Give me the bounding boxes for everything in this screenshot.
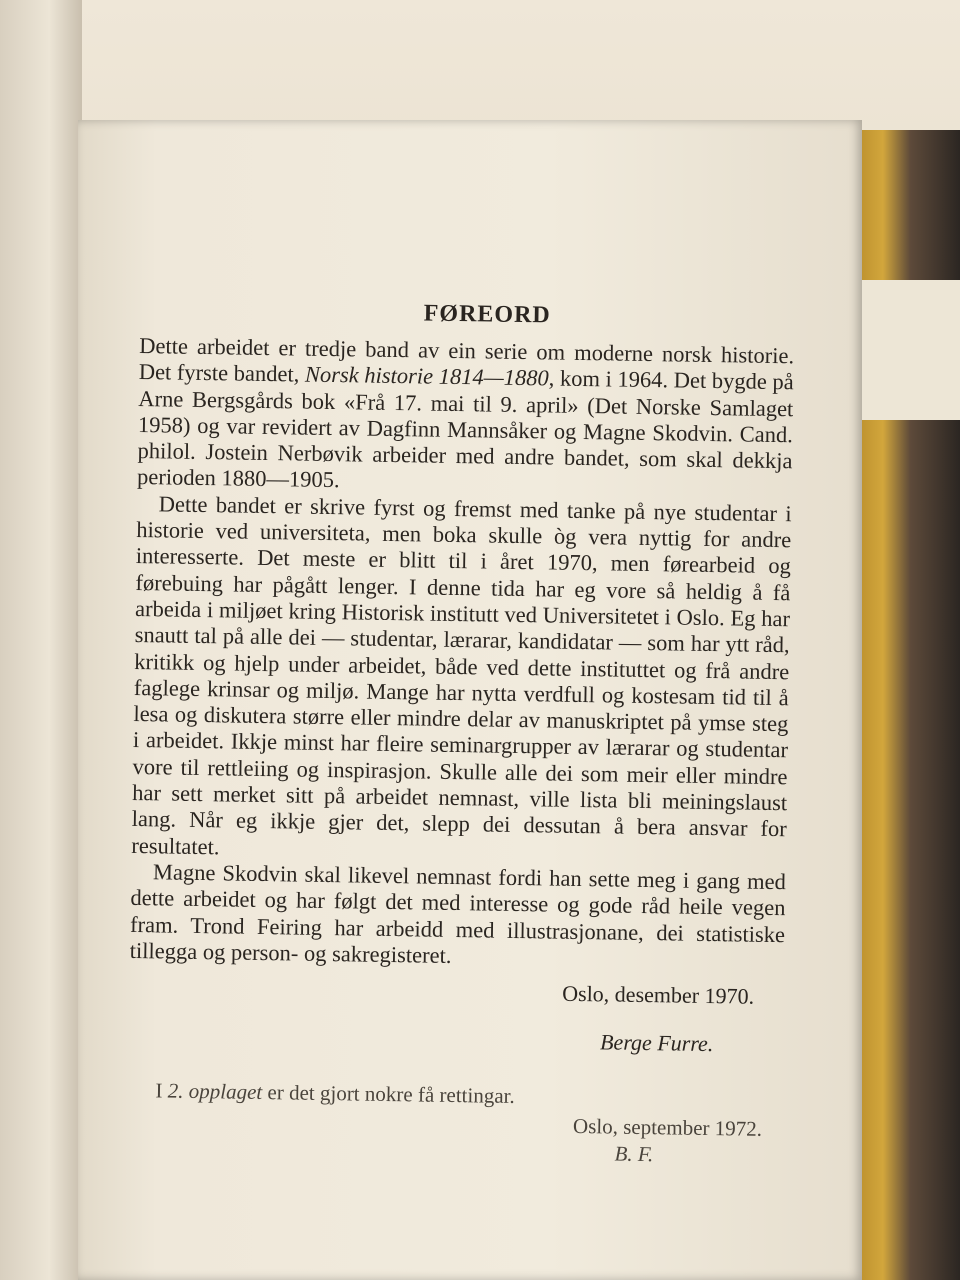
- background-shelf-board: [850, 280, 960, 420]
- left-page-edge: [0, 0, 82, 1280]
- paragraph-1: [137, 333, 794, 501]
- signature-author: Berge Furre.: [599, 1029, 714, 1057]
- edition-note-edition: 2. opplaget: [167, 1078, 263, 1105]
- edition-note-place-date: Oslo, september 1972.: [572, 1114, 763, 1141]
- book-title: Norsk historie 1814—1880: [304, 361, 549, 391]
- paragraph-1-end: , kom i 1964. Det bygde på Arne Bergsgårds bok «Frå 17. mai til 9. april» (Det Norske Samlaget 1958) og var revidert av Dagfinn Mannsåker og Magne Skodvin. Cand. philol. Jostein Nerbøvik arbeider med andre bandet, som skal dekkja perioden 1880—1905.: [136, 365, 794, 493]
- paragraph-1-start: Dette arbeidet er tredje band av ein serie om moderne norsk historie. Det fyrste bandet,: [138, 332, 795, 387]
- paragraph-3: Magne Skodvin skal likevel nemnast fordi han sette meg i gang med dette arbeidet og har følgt det med interesse og gode råd heile vegen fram. Trond Feiring har arbeidd med illustrasjonane, dei statistiske tillegga og person- og sakregisteret.: [129, 859, 787, 968]
- edition-note-initials: B. F.: [614, 1141, 654, 1167]
- edition-note-text: er det gjort nokre få rettingar.: [262, 1080, 515, 1109]
- foreword-title: FØREORD: [423, 300, 551, 329]
- paragraph-2: Dette bandet er skrive fyrst og fremst med tanke på nye studentar i historie ved universiteta, men boka skulle òg vera nyttig for andre interesserte. Det meste er blitt til i året 1970, men førearbeid og førebuing har pågått lenger. I denne tida har eg vore så heldig å få arbeida i miljøet kring Historisk institutt ved Universitetet i Oslo. Eg har snautt tal på alle dei — studentar, lærarar, kandidatar — som har ytt råd, kritikk og hjelp under arbeidet, både ved dette instituttet og frå andre faglege krinsar og miljø. Mange har nytta verdfull og kostesam tid til å lesa og diskutera større eller mindre delar av manuskriptet på ymse steg i arbeidet. Ikkje minst har fleire seminargrupper av lærarar og studentar vore til rettleiing og inspirasjon. Skulle alle dei som meir eller mindre har sett merket sitt på arbeidet nemnast, ville lista bli meiningslaust lang. Når eg ikkje gjer det, slepp dei dessutan å bera ansvar for resultatet.: [131, 491, 792, 859]
- signature-place-date: Oslo, desember 1970.: [562, 980, 755, 1009]
- foreword-text-block: [126, 296, 794, 1169]
- edition-note-prefix: I: [155, 1078, 168, 1103]
